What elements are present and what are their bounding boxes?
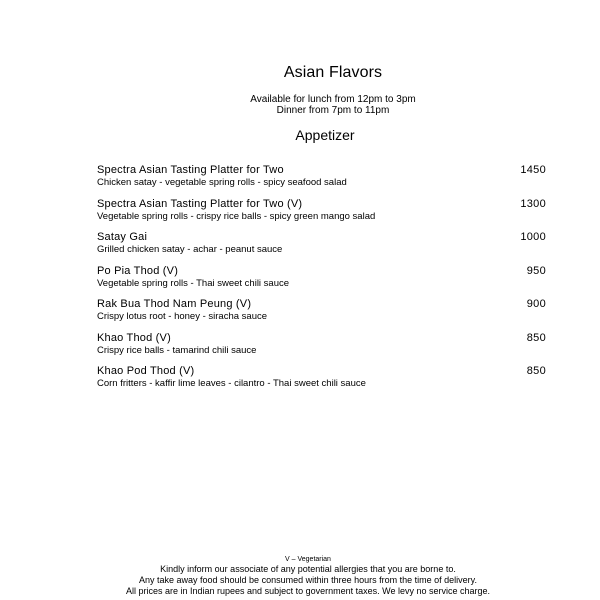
- item-name: Rak Bua Thod Nam Peung (V): [97, 298, 252, 310]
- menu-item: [97, 365, 549, 399]
- menu-item: [97, 332, 549, 366]
- menu-item: [97, 198, 549, 232]
- section-title: Appetizer: [295, 127, 355, 143]
- item-name: Po Pia Thod (V): [97, 264, 179, 277]
- item-description: Crispy rice balls - tamarind chili sauce: [97, 344, 257, 356]
- item-price: 900: [526, 298, 546, 310]
- menu-item: [97, 265, 549, 299]
- item-price: 950: [526, 264, 546, 277]
- item-description: Chicken satay - vegetable spring rolls - spicy seafood salad: [97, 177, 347, 188]
- menu-item: [97, 298, 549, 332]
- item-description: Crispy lotus root - honey - siracha sauce: [97, 311, 268, 322]
- vegetarian-legend: V – Vegetarian: [285, 556, 331, 563]
- item-price: 850: [526, 331, 546, 344]
- item-description: Vegetable spring rolls - crispy rice balls - spicy green mango salad: [97, 210, 376, 222]
- item-name: Spectra Asian Tasting Platter for Two (V): [97, 197, 303, 210]
- item-price: 1300: [520, 197, 546, 210]
- menu-title: Asian Flavors: [283, 64, 383, 81]
- item-price: 850: [526, 365, 546, 377]
- lunch-hours: Available for lunch from 12pm to 3pm: [250, 94, 416, 105]
- item-name: Khao Pod Thod (V): [97, 365, 195, 377]
- dinner-hours: Dinner from 7pm to 11pm: [276, 105, 390, 116]
- item-price: 1000: [520, 231, 546, 243]
- item-name: Spectra Asian Tasting Platter for Two: [97, 164, 284, 176]
- item-name: Khao Thod (V): [97, 331, 171, 344]
- service-hours: [0, 94, 600, 116]
- item-description: Vegetable spring rolls - Thai sweet chili sauce: [97, 277, 290, 289]
- item-description: Corn fritters - kaffir lime leaves - cilantro - Thai sweet chili sauce: [97, 378, 366, 389]
- menu-item-list: [97, 164, 549, 399]
- item-description: Grilled chicken satay - achar - peanut sauce: [97, 244, 283, 255]
- pricing-note: All prices are in Indian rupees and subject to government taxes. We levy no service charge.: [125, 586, 491, 596]
- menu-footer: [0, 555, 600, 597]
- item-name: Satay Gai: [97, 231, 148, 243]
- allergy-note: Kindly inform our associate of any potential allergies that you are borne to.: [160, 564, 456, 574]
- item-price: 1450: [520, 164, 546, 176]
- takeaway-note: Any take away food should be consumed within three hours from the time of delivery.: [138, 575, 477, 585]
- menu-item: [97, 164, 549, 198]
- menu-item: [97, 231, 549, 265]
